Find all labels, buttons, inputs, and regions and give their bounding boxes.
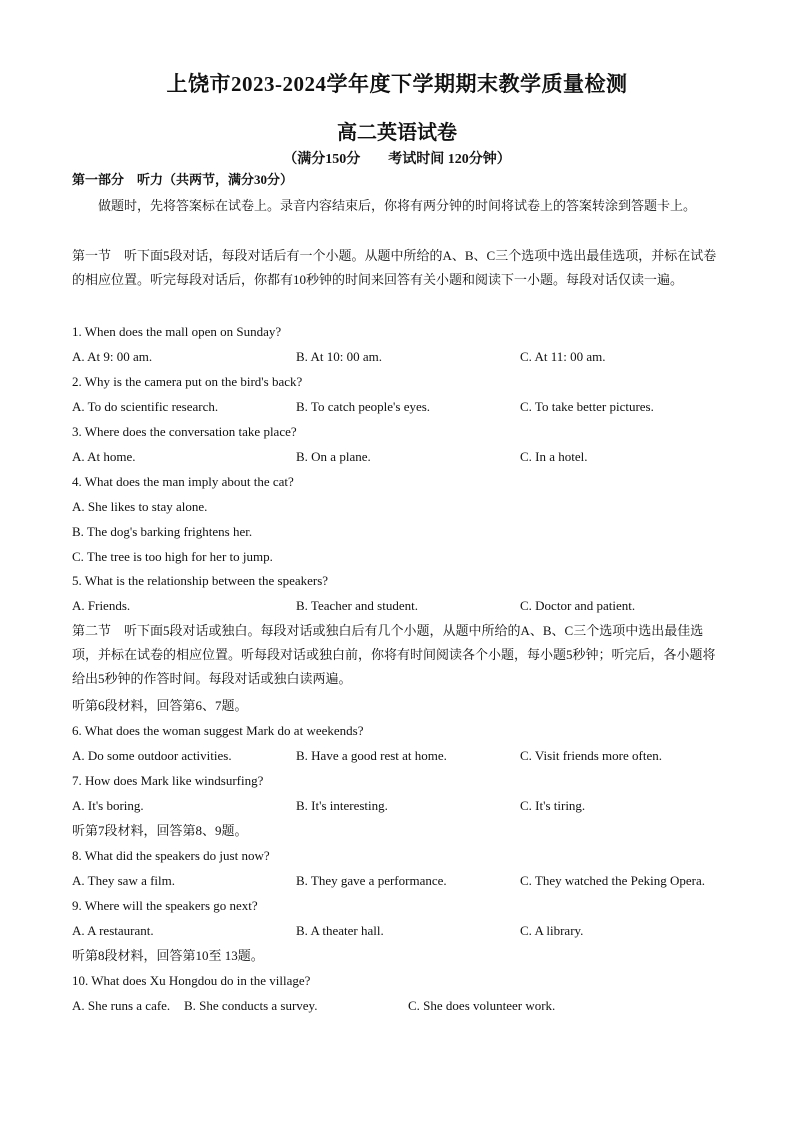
q8-option-b: B. They gave a performance. <box>296 873 447 888</box>
q10-option-c: C. She does volunteer work. <box>408 998 556 1013</box>
question-4: 4. What does the man imply about the cat? <box>72 474 294 489</box>
exam-info: （满分150分 考试时间 120分钟） <box>283 152 511 167</box>
q4-option-b: B. The dog's barking frightens her. <box>72 524 253 539</box>
question-9: 9. Where will the speakers go next? <box>72 898 258 913</box>
q4-option-a: A. She likes to stay alone. <box>72 499 208 514</box>
q9-option-b: B. A theater hall. <box>296 923 384 938</box>
question-7: 7. How does Mark like windsurfing? <box>72 773 264 788</box>
q7-option-b: B. It's interesting. <box>296 798 388 813</box>
q4-option-c: C. The tree is too high for her to jump. <box>72 549 273 564</box>
q3-option-a: A. At home. <box>72 449 136 464</box>
q2-option-a: A. To do scientific research. <box>72 399 219 414</box>
q10-option-b: B. She conducts a survey. <box>184 998 318 1013</box>
question-5: 5. What is the relationship between the speakers? <box>72 573 329 588</box>
question-3: 3. Where does the conversation take place? <box>72 424 297 439</box>
q8-option-c: C. They watched the Peking Opera. <box>520 873 705 888</box>
section2-instruction: 第二节 听下面5段对话或独白。每段对话或独白后有几个小题，从题中所给的A、B、C三个选项中选出最佳选项，并标在试卷的相应位置。听每段对话或独白前，你将有时间阅读各个小题，每小题5秒钟；听完后，各小题将给出5秒钟的作答时间。每段对话或独白读两遍。 <box>72 623 716 686</box>
part1-heading: 第一部分 听力（共两节，满分30分） <box>72 172 294 187</box>
q7-option-c: C. It's tiring. <box>520 798 586 813</box>
exam-title: 上饶市2023-2024学年度下学期期末教学质量检测 <box>166 72 628 96</box>
q10-option-a: A. She runs a cafe. <box>72 998 171 1013</box>
material-8-label: 听第8段材料，回答第10至 13题。 <box>72 948 264 963</box>
q7-option-a: A. It's boring. <box>72 798 144 813</box>
question-10: 10. What does Xu Hongdou do in the village? <box>72 973 311 988</box>
material-6-label: 听第6段材料，回答第6、7题。 <box>72 698 248 713</box>
q1-option-b: B. At 10: 00 am. <box>296 349 382 364</box>
q6-option-a: A. Do some outdoor activities. <box>72 748 232 763</box>
q3-option-c: C. In a hotel. <box>520 449 588 464</box>
q9-option-c: C. A library. <box>520 923 584 938</box>
q3-option-b: B. On a plane. <box>296 449 371 464</box>
q8-option-a: A. They saw a film. <box>72 873 176 888</box>
question-2: 2. Why is the camera put on the bird's back? <box>72 374 303 389</box>
question-6: 6. What does the woman suggest Mark do at weekends? <box>72 723 364 738</box>
q2-option-c: C. To take better pictures. <box>520 399 654 414</box>
part1-instruction: 做题时，先将答案标在试卷上。录音内容结束后，你将有两分钟的时间将试卷上的答案转涂到答题卡上。 <box>98 198 697 213</box>
q5-option-b: B. Teacher and student. <box>296 598 418 613</box>
q6-option-b: B. Have a good rest at home. <box>296 748 447 763</box>
q5-option-c: C. Doctor and patient. <box>520 598 636 613</box>
q5-option-a: A. Friends. <box>72 598 131 613</box>
section1-instruction: 第一节 听下面5段对话，每段对话后有一个小题。从题中所给的A、B、C三个选项中选出最佳选项，并标在试卷的相应位置。听完每段对话后，你都有10秒钟的时间来回答有关小题和阅读下一小题。每段对话仅读一遍。 <box>72 248 717 287</box>
exam-subtitle: 高二英语试卷 <box>337 122 457 144</box>
q9-option-a: A. A restaurant. <box>72 923 154 938</box>
q2-option-b: B. To catch people's eyes. <box>296 399 431 414</box>
material-7-label: 听第7段材料，回答第8、9题。 <box>72 823 248 838</box>
q6-option-c: C. Visit friends more often. <box>520 748 662 763</box>
question-1: 1. When does the mall open on Sunday? <box>72 324 282 339</box>
q1-option-c: C. At 11: 00 am. <box>520 349 606 364</box>
question-8: 8. What did the speakers do just now? <box>72 848 270 863</box>
q1-option-a: A. At 9: 00 am. <box>72 349 153 364</box>
